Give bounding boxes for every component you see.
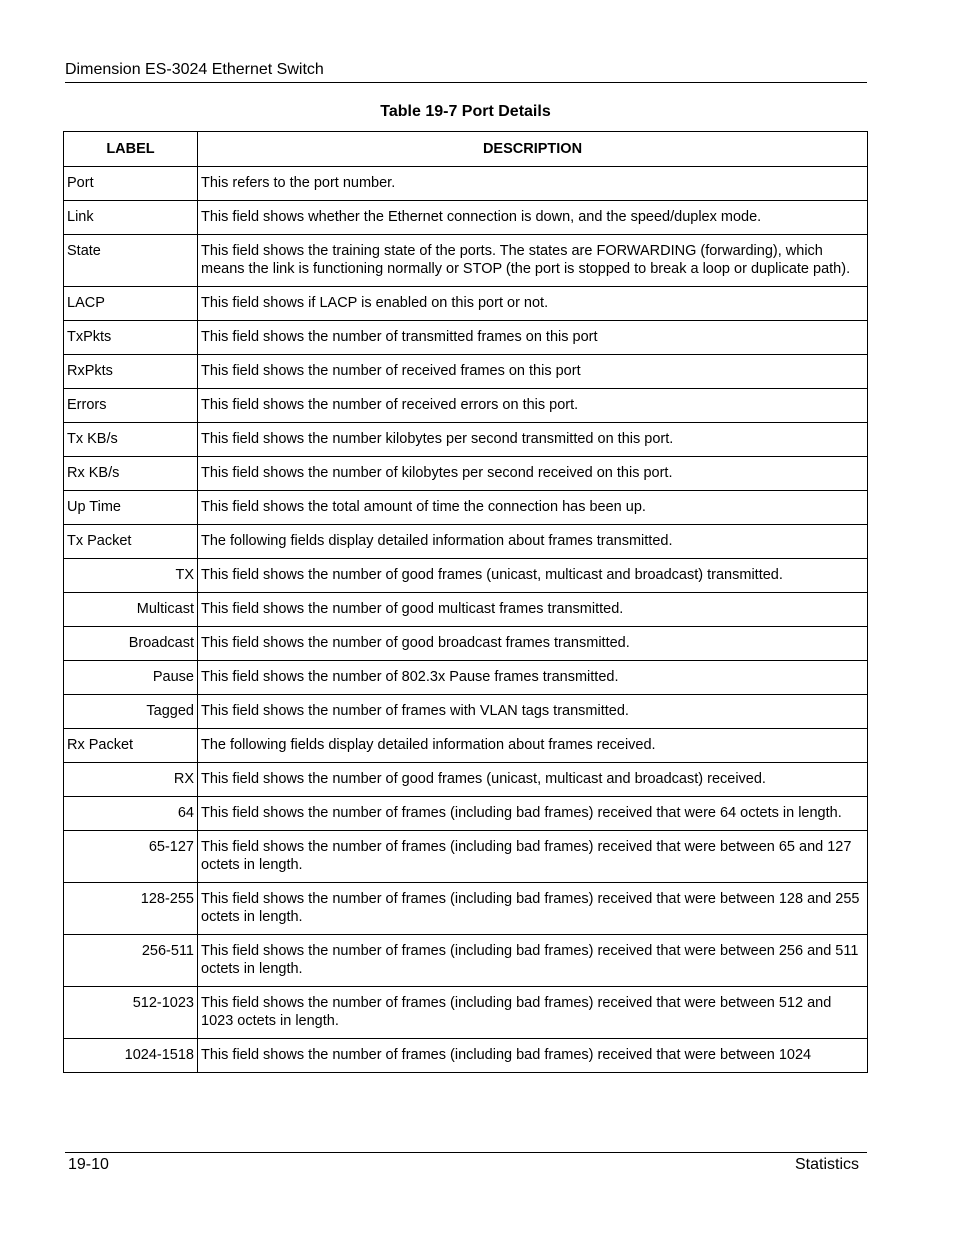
- table-row: [64, 987, 868, 1039]
- table-row: [64, 729, 868, 763]
- section-name: Statistics: [794, 1156, 859, 1173]
- row-label: RX: [64, 763, 198, 797]
- row-description: This field shows the total amount of time the connection has been up.: [198, 491, 868, 525]
- row-label: Tx Packet: [64, 525, 198, 559]
- row-label: Pause: [64, 661, 198, 695]
- row-label: 1024-1518: [64, 1039, 198, 1073]
- table-row: [64, 201, 868, 235]
- table-row: [64, 797, 868, 831]
- row-description: This field shows the number of frames (including bad frames) received that were 64 octets in length.: [198, 797, 868, 831]
- table-row: [64, 491, 868, 525]
- row-description: This field shows the training state of the ports. The states are FORWARDING (forwarding), which means the link is functioning normally or STOP (the port is stopped to break a loop or duplicate path).: [198, 235, 868, 287]
- port-details-table: [63, 131, 868, 1073]
- table-row: [64, 1039, 868, 1073]
- table-row: [64, 593, 868, 627]
- row-label: Broadcast: [64, 627, 198, 661]
- table-row: [64, 235, 868, 287]
- table-row: [64, 525, 868, 559]
- row-description: This field shows the number of frames (including bad frames) received that were between 65 and 127 octets in length.: [198, 831, 868, 883]
- table-row: [64, 167, 868, 201]
- table-row: [64, 695, 868, 729]
- row-label: Multicast: [64, 593, 198, 627]
- table-row: [64, 389, 868, 423]
- row-description: This field shows the number of kilobytes per second received on this port.: [198, 457, 868, 491]
- table-row: [64, 423, 868, 457]
- table-row: [64, 935, 868, 987]
- row-description: This field shows the number of good frames (unicast, multicast and broadcast) transmitted.: [198, 559, 868, 593]
- row-description: This field shows the number of good frames (unicast, multicast and broadcast) received.: [198, 763, 868, 797]
- table-row: [64, 457, 868, 491]
- row-label: 128-255: [64, 883, 198, 935]
- row-label: State: [64, 235, 198, 287]
- row-label: Port: [64, 167, 198, 201]
- row-description: This field shows if LACP is enabled on this port or not.: [198, 287, 868, 321]
- page-footer: [65, 1152, 867, 1173]
- row-description: This field shows the number of received frames on this port: [198, 355, 868, 389]
- row-label: TX: [64, 559, 198, 593]
- column-header-description: DESCRIPTION: [198, 132, 868, 167]
- row-label: Tx KB/s: [64, 423, 198, 457]
- row-label: Rx KB/s: [64, 457, 198, 491]
- row-description: This field shows the number of frames with VLAN tags transmitted.: [198, 695, 868, 729]
- row-label: Link: [64, 201, 198, 235]
- row-description: This field shows the number of transmitted frames on this port: [198, 321, 868, 355]
- row-description: This field shows the number of received errors on this port.: [198, 389, 868, 423]
- row-label: TxPkts: [64, 321, 198, 355]
- table-body: [64, 167, 868, 1073]
- row-label: RxPkts: [64, 355, 198, 389]
- row-description: This field shows the number kilobytes per second transmitted on this port.: [198, 423, 868, 457]
- row-description: This field shows the number of good broadcast frames transmitted.: [198, 627, 868, 661]
- page-number: 19-10: [68, 1156, 109, 1173]
- row-label: 512-1023: [64, 987, 198, 1039]
- row-label: LACP: [64, 287, 198, 321]
- row-label: Errors: [64, 389, 198, 423]
- table-row: [64, 831, 868, 883]
- table-row: [64, 627, 868, 661]
- table-row: [64, 321, 868, 355]
- table-row: [64, 661, 868, 695]
- table-row: [64, 287, 868, 321]
- row-description: This field shows whether the Ethernet connection is down, and the speed/duplex mode.: [198, 201, 868, 235]
- row-label: Up Time: [64, 491, 198, 525]
- table-row: [64, 355, 868, 389]
- table-caption: Table 19-7 Port Details: [380, 103, 551, 120]
- row-description: This field shows the number of frames (including bad frames) received that were between 512 and 1023 octets in length.: [198, 987, 868, 1039]
- row-description: This field shows the number of frames (including bad frames) received that were between 128 and 255 octets in length.: [198, 883, 868, 935]
- row-label: 64: [64, 797, 198, 831]
- page-header: [65, 60, 867, 83]
- document-title: Dimension ES-3024 Ethernet Switch: [65, 61, 324, 78]
- table-row: [64, 883, 868, 935]
- row-label: Tagged: [64, 695, 198, 729]
- row-description: This refers to the port number.: [198, 167, 868, 201]
- table-row: [64, 763, 868, 797]
- row-label: 65-127: [64, 831, 198, 883]
- row-description: This field shows the number of 802.3x Pause frames transmitted.: [198, 661, 868, 695]
- column-header-label: LABEL: [64, 132, 198, 167]
- row-description: This field shows the number of good multicast frames transmitted.: [198, 593, 868, 627]
- row-description: This field shows the number of frames (including bad frames) received that were between 256 and 511 octets in length.: [198, 935, 868, 987]
- table-row: [64, 559, 868, 593]
- row-label: 256-511: [64, 935, 198, 987]
- table-header-row: [64, 132, 868, 167]
- row-description: This field shows the number of frames (including bad frames) received that were between 1024: [198, 1039, 868, 1073]
- row-description: The following fields display detailed information about frames transmitted.: [198, 525, 868, 559]
- row-label: Rx Packet: [64, 729, 198, 763]
- row-description: The following fields display detailed information about frames received.: [198, 729, 868, 763]
